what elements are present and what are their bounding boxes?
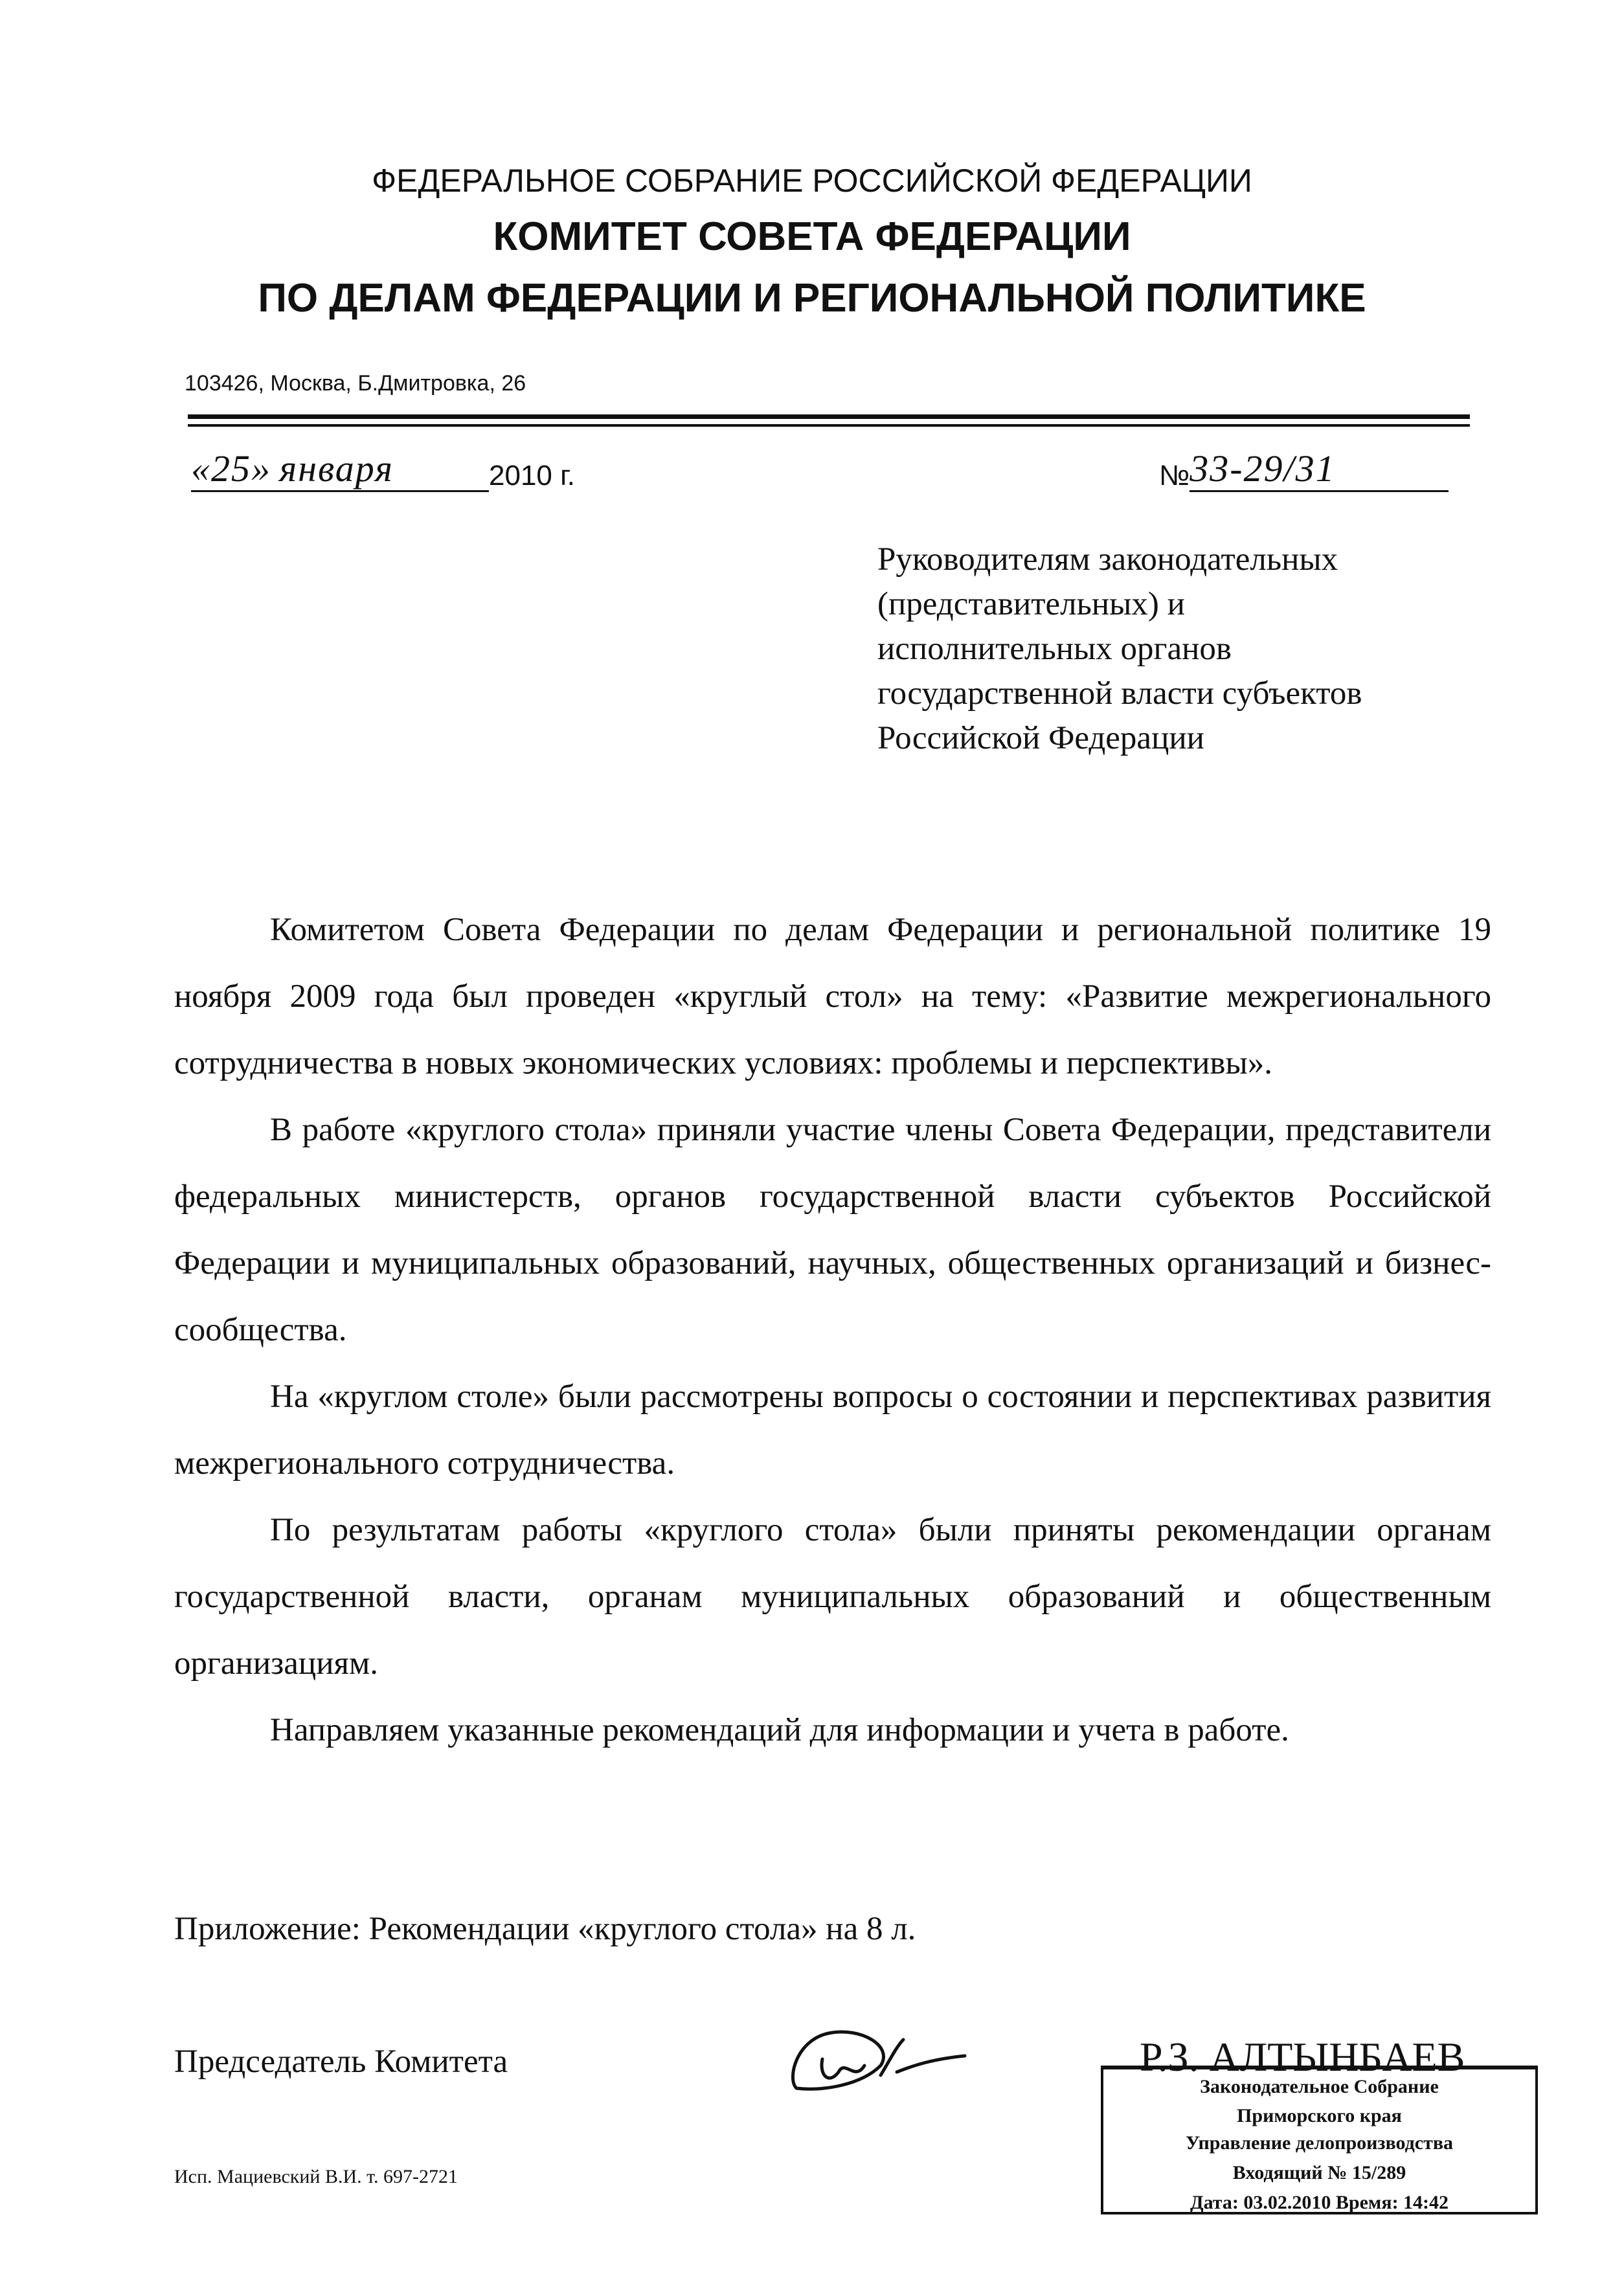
header-divider xyxy=(188,414,1470,419)
letterhead-committee-line2: ПО ДЕЛАМ ФЕДЕРАЦИИ И РЕГИОНАЛЬНОЙ ПОЛИТИКЕ xyxy=(258,276,1366,321)
body-paragraph: Направляем указанные рекомендаций для информации и учета в работе. xyxy=(270,1712,1289,1748)
signatory-name: Р.З. АЛТЫНБАЕВ xyxy=(1140,2034,1465,2080)
document-number xyxy=(1159,447,1449,492)
letterhead-committee-line1: КОМИТЕТ СОВЕТА ФЕДЕРАЦИИ xyxy=(493,214,1131,259)
date-month: января xyxy=(279,447,394,490)
number-value: 33-29/31 xyxy=(1190,447,1449,492)
handwritten-signature xyxy=(784,2020,991,2098)
stamp-line: Дата: 03.02.2010 Время: 14:42 xyxy=(1190,2192,1449,2213)
date-year: 2010 г. xyxy=(489,460,576,491)
attachment-note: Приложение: Рекомендации «круглого стола» на 8 л. xyxy=(174,1911,916,1947)
executor-note: Исп. Мациевский В.И. т. 697-2721 xyxy=(174,2166,458,2187)
letterhead-org: ФЕДЕРАЛЬНОЕ СОБРАНИЕ РОССИЙСКОЙ ФЕДЕРАЦИИ xyxy=(372,163,1252,199)
addressee-line: (представительных) и xyxy=(877,586,1185,622)
document-date xyxy=(191,447,575,492)
stamp-line: Управление делопроизводства xyxy=(1185,2132,1454,2154)
number-label: № xyxy=(1159,460,1190,491)
addressee-block xyxy=(877,537,1362,761)
signatory-position: Председатель Комитета xyxy=(174,2044,508,2080)
addressee-line: Руководителям законодательных xyxy=(877,541,1338,578)
addressee-line: государственной власти субъектов xyxy=(877,675,1362,712)
incoming-registration-stamp xyxy=(1101,2066,1538,2214)
body-paragraph: Комитетом Совета Федерации по делам Федерации и региональной политике 19 ноября 2009 года был проведен «круглый стол» на тему: «Развитие межрегионального сотрудничества в новых экономических условиях: проблемы и перспективы». xyxy=(174,912,1491,1081)
addressee-line: Российской Федерации xyxy=(877,720,1204,756)
header-divider-thin xyxy=(188,424,1470,427)
stamp-line: Приморского края xyxy=(1237,2105,1402,2126)
stamp-line: Входящий № 15/289 xyxy=(1232,2162,1406,2183)
date-day: 25 xyxy=(211,447,251,490)
addressee-line: исполнительных органов xyxy=(877,631,1232,667)
stamp-line: Законодательное Собрание xyxy=(1200,2076,1439,2097)
letter-body xyxy=(174,897,1491,1764)
body-paragraph: По результатам работы «круглого стола» были приняты рекомендации органам государственной власти, органам муниципальных образований и общественным организациям. xyxy=(174,1512,1491,1682)
date-handwritten: «25» января xyxy=(191,447,489,492)
body-paragraph: На «круглом столе» были рассмотрены вопросы о состоянии и перспективах развития межрегионального сотрудничества. xyxy=(174,1379,1491,1482)
body-paragraph: В работе «круглого стола» приняли участие члены Совета Федерации, представители федеральных министерств, органов государственной власти субъектов Российской Федерации и муниципальных образований, научных, общественных организаций и бизнес-сообщества. xyxy=(174,1112,1491,1348)
letterhead-address: 103426, Москва, Б.Дмитровка, 26 xyxy=(185,371,526,396)
